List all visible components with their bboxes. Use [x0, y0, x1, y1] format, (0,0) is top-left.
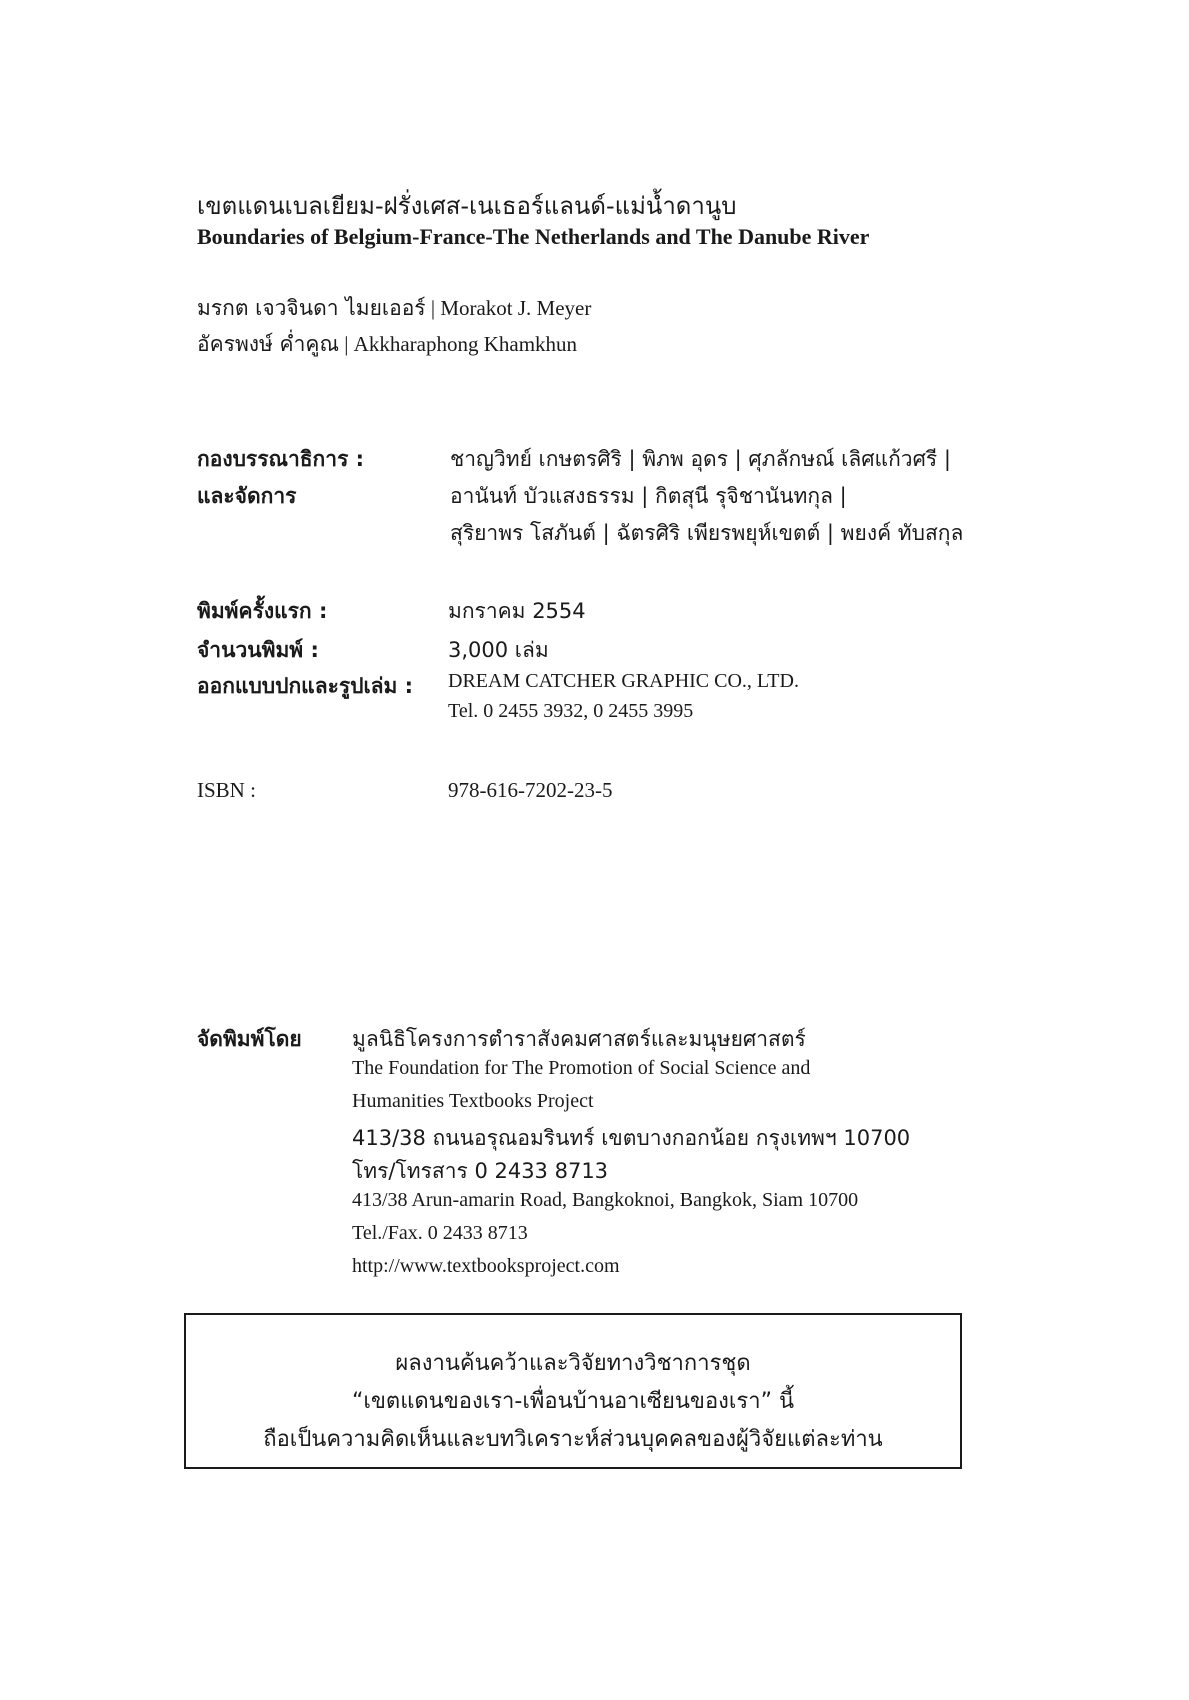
copies-value: 3,000 เล่ม: [448, 638, 549, 662]
editorial-label-1: กองบรรณาธิการ :: [197, 447, 365, 471]
author-separator: |: [430, 296, 436, 320]
design-label: ออกแบบปกและรูปเล่ม :: [197, 674, 414, 698]
editorial-names-2: อานันท์ บัวแสงธรรม | กิตสุนี รุจิชานันทกุล |: [450, 484, 847, 508]
editorial-label-2: และจัดการ: [197, 484, 297, 508]
first-print-label: พิมพ์ครั้งแรก :: [197, 599, 328, 623]
publisher-line-4: 413/38 ถนนอรุณอมรินทร์ เขตบางกอกน้อย กรุงเทพฯ 10700: [352, 1126, 911, 1150]
publisher-line-2: The Foundation for The Promotion of Social Science and: [352, 1057, 811, 1079]
author-2: [197, 328, 577, 361]
isbn-value: 978-616-7202-23-5: [448, 778, 613, 802]
author-2-english: Akkharaphong Khamkhun: [353, 332, 578, 356]
title-english: Boundaries of Belgium-France-The Netherlands and The Danube River: [197, 224, 870, 249]
disclaimer-line-3: ถือเป็นความคิดเห็นและบทวิเคราะห์ส่วนบุคคลของผู้วิจัยแต่ละท่าน: [263, 1427, 883, 1452]
author-1-thai: มรกต เจวจินดา ไมยเออร์: [197, 296, 426, 320]
author-separator: |: [344, 332, 349, 356]
disclaimer-line-2: “เขตแดนของเรา-เพื่อนบ้านอาเซียนของเรา” นี้: [351, 1389, 795, 1414]
publisher-line-3: Humanities Textbooks Project: [352, 1090, 594, 1112]
editorial-names-1: ชาญวิทย์ เกษตรศิริ | พิภพ อุดร | ศุภลักษณ์ เลิศแก้วศรี |: [450, 447, 951, 471]
publisher-line-6: 413/38 Arun-amarin Road, Bangkoknoi, Bangkok, Siam 10700: [352, 1189, 859, 1211]
publisher-line-7: Tel./Fax. 0 2433 8713: [352, 1222, 528, 1244]
design-value: DREAM CATCHER GRAPHIC CO., LTD.: [448, 670, 799, 692]
first-print-value: มกราคม 2554: [448, 599, 586, 623]
copies-label: จำนวนพิมพ์ :: [197, 638, 319, 662]
isbn-label: ISBN :: [197, 778, 256, 802]
author-2-thai: อัครพงษ์ ค่ำคูณ: [197, 332, 339, 356]
editorial-names-3: สุริยาพร โสภันต์ | ฉัตรศิริ เพียรพยุห์เขตต์ | พยงค์ ทับสกุล: [450, 521, 964, 545]
design-tel: Tel. 0 2455 3932, 0 2455 3995: [448, 700, 694, 722]
publisher-line-5: โทร/โทรสาร 0 2433 8713: [352, 1159, 609, 1183]
author-1-english: Morakot J. Meyer: [440, 296, 592, 320]
disclaimer-line-1: ผลงานค้นคว้าและวิจัยทางวิชาการชุด: [395, 1351, 751, 1376]
disclaimer-box: [184, 1313, 962, 1469]
publisher-line-1: มูลนิธิโครงการตำราสังคมศาสตร์และมนุษยศาสตร์: [352, 1027, 806, 1051]
publisher-url: http://www.textbooksproject.com: [352, 1255, 620, 1277]
publisher-label: จัดพิมพ์โดย: [197, 1027, 302, 1051]
title-thai: เขตแดนเบลเยียม-ฝรั่งเศส-เนเธอร์แลนด์-แม่น้ำดานูบ: [197, 192, 737, 220]
author-1: [197, 292, 591, 325]
